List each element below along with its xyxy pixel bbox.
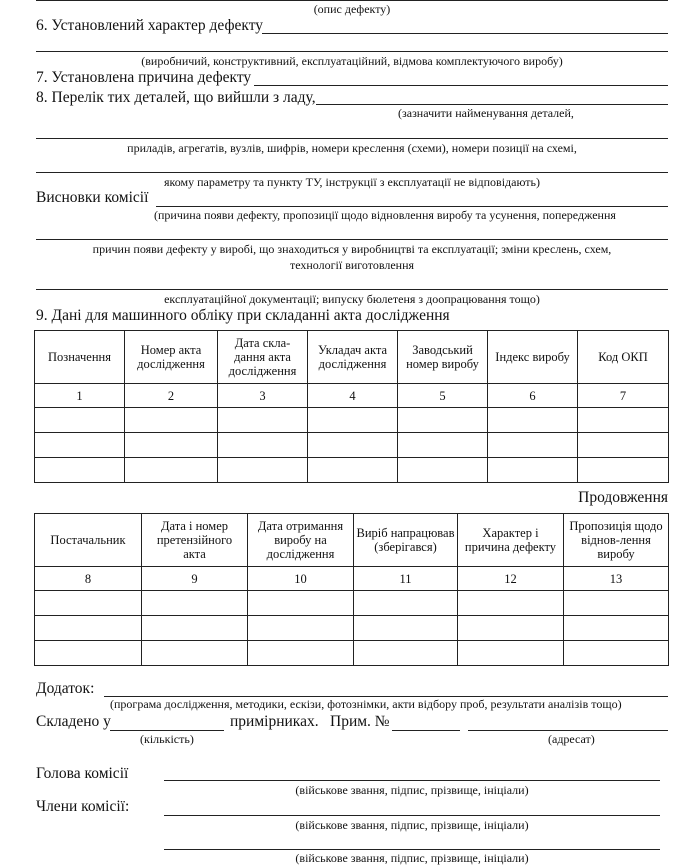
- table-cell[interactable]: [458, 591, 564, 616]
- member-2-signature-line[interactable]: [164, 849, 660, 850]
- table-cell[interactable]: [308, 458, 398, 483]
- table-cell[interactable]: [35, 591, 142, 616]
- member-2-caption: (військове звання, підпис, прізвище, ініціали): [295, 851, 529, 865]
- chairman-signature-line[interactable]: [164, 780, 660, 781]
- table-cell[interactable]: [398, 408, 488, 433]
- table-2-header: Постачальник: [35, 514, 142, 567]
- addressee-caption: (адресат): [548, 732, 595, 746]
- continuation-table: [34, 513, 669, 666]
- conclusions-caption-1: (причина появи дефекту, пропозиції щодо відновлення виробу та усунення, попередження: [154, 208, 616, 222]
- column-number: 10: [248, 567, 354, 591]
- table-cell[interactable]: [125, 408, 218, 433]
- table-cell[interactable]: [35, 408, 125, 433]
- copies-label: примірниках.: [230, 713, 319, 730]
- copies-count-field[interactable]: [110, 730, 224, 731]
- table-cell[interactable]: [458, 616, 564, 641]
- table-cell[interactable]: [578, 458, 669, 483]
- table-cell[interactable]: [564, 641, 669, 666]
- item-8-line-3[interactable]: [36, 172, 668, 173]
- note-label: Прим. №: [330, 713, 390, 730]
- conclusions-field[interactable]: [156, 206, 668, 207]
- defect-description-line[interactable]: [36, 0, 668, 1]
- table-cell[interactable]: [35, 458, 125, 483]
- table-2-header: Дата отримання виробу на дослідження: [248, 514, 354, 567]
- table-2-header-row: [35, 514, 669, 567]
- item-6-label: 6. Установлений характер дефекту: [36, 17, 264, 34]
- table-cell[interactable]: [488, 433, 578, 458]
- table-1-header: Позначення: [35, 331, 125, 384]
- table-row: [35, 616, 669, 641]
- item-9-label: 9. Дані для машинного обліку при складанні акта дослідження: [36, 307, 450, 324]
- table-row: [35, 641, 669, 666]
- table-cell[interactable]: [354, 616, 458, 641]
- table-cell[interactable]: [35, 433, 125, 458]
- appendix-label: Додаток:: [36, 680, 95, 697]
- item-7-field[interactable]: [254, 85, 668, 86]
- table-cell[interactable]: [488, 458, 578, 483]
- item-7-label: 7. Установлена причина дефекту: [36, 69, 252, 86]
- quantity-caption: (кількість): [140, 732, 194, 746]
- column-number: 4: [308, 384, 398, 408]
- table-cell[interactable]: [308, 408, 398, 433]
- table-cell[interactable]: [218, 458, 308, 483]
- table-1-header: Укладач акта дослідження: [308, 331, 398, 384]
- table-cell[interactable]: [218, 433, 308, 458]
- item-8-caption-3: якому параметру та пункту ТУ, інструкції з експлуатації не відповідають): [164, 175, 540, 189]
- table-cell[interactable]: [564, 591, 669, 616]
- column-number: 2: [125, 384, 218, 408]
- table-1-header: Дата скла-дання акта дослідження: [218, 331, 308, 384]
- conclusions-line-3[interactable]: [36, 289, 668, 290]
- table-cell[interactable]: [488, 408, 578, 433]
- table-1-header: Індекс виробу: [488, 331, 578, 384]
- compiled-label: Складено у: [36, 713, 111, 730]
- column-number: 1: [35, 384, 125, 408]
- addressee-field[interactable]: [468, 730, 668, 731]
- table-cell[interactable]: [142, 616, 248, 641]
- conclusions-caption-2: причин появи дефекту у виробі, що знаходиться у виробництві та експлуатації; зміни креслень, схем,: [92, 242, 612, 256]
- table-2-number-row: [35, 567, 669, 591]
- table-cell[interactable]: [142, 641, 248, 666]
- continuation-label: Продовження: [578, 489, 668, 506]
- item-6-caption: (виробничий, конструктивний, експлуатаційний, відмова комплектуючого виробу): [141, 54, 563, 68]
- column-number: 7: [578, 384, 669, 408]
- member-1-signature-line[interactable]: [164, 815, 660, 816]
- appendix-caption: (програма дослідження, методики, ескізи, фотознімки, акти відбору проб, результати аналізів тощо): [110, 697, 622, 711]
- column-number: 3: [218, 384, 308, 408]
- column-number: 12: [458, 567, 564, 591]
- item-8-caption-2: приладів, агрегатів, вузлів, шифрів, номери креслення (схеми), номери позиції на схемі,: [127, 141, 577, 155]
- table-cell[interactable]: [354, 591, 458, 616]
- table-1-header: Код ОКП: [578, 331, 669, 384]
- column-number: 5: [398, 384, 488, 408]
- defect-description-caption: (опис дефекту): [313, 2, 391, 16]
- table-cell[interactable]: [564, 616, 669, 641]
- table-1-number-row: [35, 384, 669, 408]
- table-cell[interactable]: [354, 641, 458, 666]
- column-number: 9: [142, 567, 248, 591]
- table-cell[interactable]: [248, 641, 354, 666]
- column-number: 8: [35, 567, 142, 591]
- table-1-header: Заводський номер виробу: [398, 331, 488, 384]
- item-8-label: 8. Перелік тих деталей, що вийшли з ладу,: [36, 89, 316, 106]
- table-cell[interactable]: [578, 408, 669, 433]
- conclusions-line-2[interactable]: [36, 239, 668, 240]
- item-6-field-continuation[interactable]: [36, 51, 668, 52]
- table-cell[interactable]: [125, 433, 218, 458]
- chairman-label: Голова комісії: [36, 765, 129, 782]
- conclusions-label: Висновки комісії: [36, 189, 149, 206]
- column-number: 6: [488, 384, 578, 408]
- table-cell[interactable]: [125, 458, 218, 483]
- table-cell[interactable]: [458, 641, 564, 666]
- table-cell[interactable]: [398, 458, 488, 483]
- chairman-caption: (військове звання, підпис, прізвище, ініціали): [295, 783, 529, 797]
- table-row: [35, 408, 669, 433]
- table-cell[interactable]: [35, 616, 142, 641]
- column-number: 11: [354, 567, 458, 591]
- table-2-header: Дата і номер претензійного акта: [142, 514, 248, 567]
- table-2-header: Пропозиція щодо віднов-лення виробу: [564, 514, 669, 567]
- conclusions-caption-3: експлуатаційної документації; випуску бюлетеня з доопрацювання тощо): [164, 292, 540, 306]
- table-row: [35, 433, 669, 458]
- table-cell[interactable]: [398, 433, 488, 458]
- item-8-field[interactable]: [316, 104, 668, 105]
- table-cell[interactable]: [218, 408, 308, 433]
- table-cell[interactable]: [248, 616, 354, 641]
- table-cell[interactable]: [248, 591, 354, 616]
- table-row: [35, 458, 669, 483]
- table-2-header: Характер і причина дефекту: [458, 514, 564, 567]
- table-cell[interactable]: [308, 433, 398, 458]
- item-8-caption-1: (зазначити найменування деталей,: [398, 106, 574, 120]
- table-2-header: Виріб напрацював (зберігався): [354, 514, 458, 567]
- item-6-field[interactable]: [262, 33, 668, 34]
- table-cell[interactable]: [35, 641, 142, 666]
- table-row: [35, 591, 669, 616]
- member-1-caption: (військове звання, підпис, прізвище, ініціали): [295, 818, 529, 832]
- members-label: Члени комісії:: [36, 798, 130, 815]
- table-1-header: Номер акта дослідження: [125, 331, 218, 384]
- item-8-line-2[interactable]: [36, 138, 668, 139]
- conclusions-caption-2b: технології виготовлення: [289, 258, 415, 272]
- column-number: 13: [564, 567, 669, 591]
- note-number-field[interactable]: [392, 730, 460, 731]
- machine-accounting-table: [34, 330, 669, 483]
- table-1-header-row: [35, 331, 669, 384]
- table-cell[interactable]: [142, 591, 248, 616]
- table-cell[interactable]: [578, 433, 669, 458]
